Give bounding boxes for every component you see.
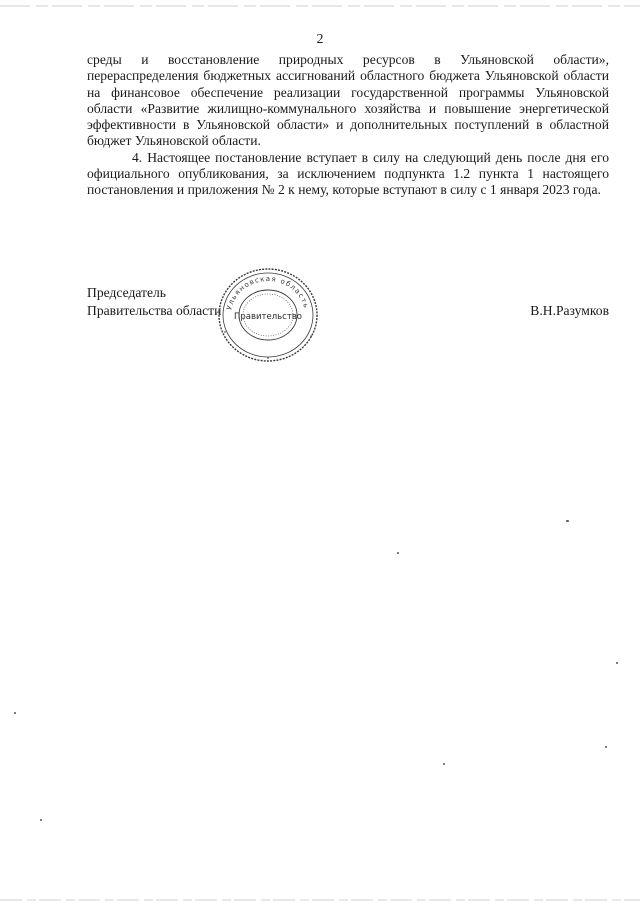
seal-ring-text: Ульяновская область — [225, 274, 311, 312]
scan-speck — [566, 520, 569, 522]
signatory-position-line2: Правительства области — [87, 303, 222, 318]
page-number: 2 — [316, 32, 324, 47]
scan-speck — [443, 763, 445, 765]
official-seal — [216, 266, 320, 364]
signature-block — [87, 284, 609, 344]
svg-text:Ульяновская область — [225, 275, 310, 311]
paragraph-clause-4: 4. Настоящее постановление вступает в силу на следующий день после дня его официального опубликования, за исключением подпункта 1.2 пункта 1 настоящего постановления и приложения № 2 к нему, которые вступают в силу с 1 января 2023 года. — [87, 149, 609, 198]
scan-speck — [616, 662, 618, 664]
paragraph-continuation: среды и восстановление природных ресурсов в Ульяновской области», перераспределения бюджетных ассигнований областного бюджета Ульяновской области на финансовое обеспечение реализации государственной программы Ульяновской области «Развитие жилищно-коммунального хозяйства и повышение энергетической эффективности в Ульяновской области» и дополнительных поступлений в областной бюджет Ульяновской области. — [87, 52, 609, 149]
scan-edge-top — [0, 0, 640, 10]
seal-center-text: Правительство — [234, 312, 302, 322]
signatory-name: В.Н.Разумков — [530, 303, 609, 318]
scan-speck — [14, 712, 16, 714]
signatory-position — [87, 284, 221, 320]
signatory-position-line1: Председатель — [87, 285, 166, 300]
scan-speck — [397, 552, 399, 554]
document-body — [87, 52, 609, 199]
scan-edge-bottom — [0, 895, 640, 905]
scan-speck — [40, 819, 42, 821]
scan-speck — [605, 746, 607, 748]
